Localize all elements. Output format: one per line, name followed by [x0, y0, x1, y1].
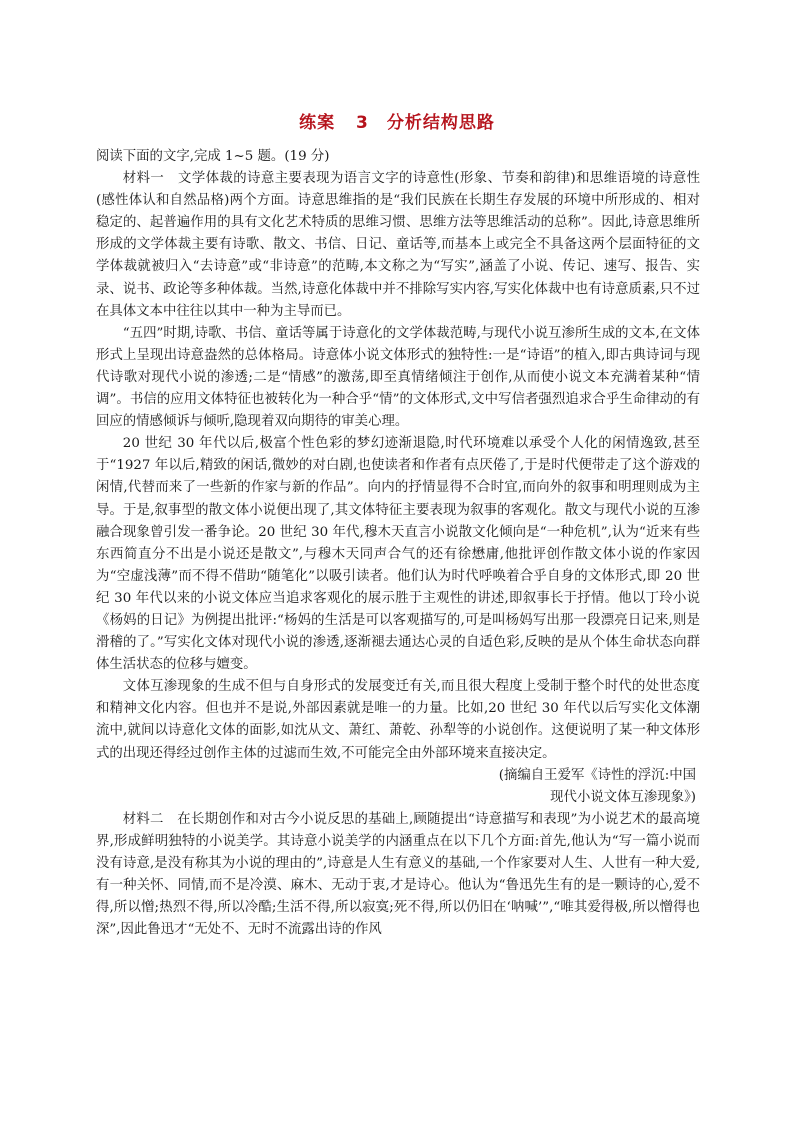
question-instruction: 阅读下面的文字,完成 1~5 题。(19 分) — [96, 149, 330, 164]
source-citation-line-1: (摘编自王爱军《诗性的浮沉:中国 — [498, 767, 696, 783]
document-body — [96, 146, 700, 941]
material-one-paragraph-2: “五四”时期,诗歌、书信、童话等属于诗意化的文学体裁范畴,与现代小说互渗所生成的文本,在文体形式上呈现出诗意盎然的总体格局。诗意体小说文体形式的独特性:一是“诗语”的植入,即古典诗词与现代诗歌对现代小说的渗透;二是“情感”的激荡,即至真情绪倾注于创作,从而使小说文本充满着某种“情调”。书信的应用文体特征也被转化为一种合乎“情”的文体形式,文中写信者强烈追求合乎生命律动的有回应的情感倾诉与倾听,隐现着双向期待的审美心理。 — [96, 325, 700, 430]
material-one-paragraph-1: 材料一 文学体裁的诗意主要表现为语言文字的诗意性(形象、节奏和韵律)和思维语境的诗意性(感性体认和自然品格)两个方面。诗意思维指的是“我们民族在长期生存发展的环境中所形成的、相对稳定的、起普遍作用的具有文化艺术特质的思维习惯、思维方法等思维活动的总称”。因此,诗意思维所形成的文学体裁主要有诗歌、散文、书信、日记、童话等,而基本上或完全不具备这两个层面特征的文学体裁就被归入“去诗意”或“非诗意”的范畴,本文称之为“写实”,涵盖了小说、传记、速写、报告、实录、说书、政论等多种体裁。当然,诗意化体裁中并不排除写实内容,写实化体裁中也有诗意质素,只不过在具体文本中往往以其中一种为主导而已。 — [96, 171, 700, 319]
material-one-paragraph-3: 20 世纪 30 年代以后,极富个性色彩的梦幻迹渐退隐,时代环境难以承受个人化的闲情逸致,甚至于“1927 年以后,精致的闲话,微妙的对白剧,也使读者和作者有点厌倦了,于是时代便带走了这个游戏的闲情,代替而来了一些新的作家与新的作品”。向内的抒情显得不合时宜,而向外的叙事和明理则成为主导。于是,叙事型的散文体小说便出现了,其文体特征主要表现为叙事的客观化。散文与现代小说的互渗融合现象曾引发一番争论。20 世纪 30 年代,穆木天直言小说散文化倾向是“一种危机”,认为“近来有些东西简直分不出是小说还是散文”,与穆木天同声合气的还有徐懋庸,他批评创作散文体小说的作家因为“空虚浅薄”而不得不借助“随笔化”以吸引读者。他们认为时代呼唤着合乎自身的文体形式,即 20 世纪 30 年代以来的小说文体应当追求客观化的展示胜于主观性的讲述,即叙事长于抒情。他以丁玲小说《杨妈的日记》为例提出批评:“杨妈的生活是可以客观描写的,可是叫杨妈写出那一段漂亮日记来,则是滑稽的了。”写实化文体对现代小说的渗透,逐渐褪去通达心灵的自适色彩,反映的是从个体生命状态向群体生活状态的位移与嬗变。 — [96, 436, 700, 673]
source-citation-line-2: 现代小说文体互渗现象》) — [550, 789, 696, 805]
material-one-paragraph-4: 文体互渗现象的生成不但与自身形式的发展变迁有关,而且很大程度上受制于整个时代的处世态度和精神文化内容。但也并不是说,外部因素就是唯一的力量。比如,20 世纪 30 年代以后写实化文体潮流中,就间以诗意化文体的面影,如沈从文、萧红、萧乾、孙犁等的小说创作。这便说明了某一种文体形式的出现还得经过创作主体的过滤而生效,不可能完全由外部环境来直接决定。 — [96, 679, 700, 761]
material-two-paragraph: 材料二 在长期创作和对古今小说反思的基础上,顾随提出“诗意描写和表现”为小说艺术的最高境界,形成鲜明独特的小说美学。其诗意小说美学的内涵重点在以下几个方面:首先,他认为“写一篇小说而没有诗意,是没有称其为小说的理由的”,诗意是人生有意义的基础,一个作家要对人生、人世有一种大爱,有一种关怀、同情,而不是冷漠、麻木、无动于衷,才是诗心。他认为“鲁迅先生有的是一颗诗的心,爱不得,所以憎;热烈不得,所以冷酷;生活不得,所以寂寞;死不得,所以仍旧在‘呐喊’”,“唯其爱得极,所以憎得也深”,因此鲁迅才“无处不、无时不流露出诗的作风 — [96, 811, 700, 938]
page-title: 练案 3 分析结构思路 — [299, 113, 495, 133]
